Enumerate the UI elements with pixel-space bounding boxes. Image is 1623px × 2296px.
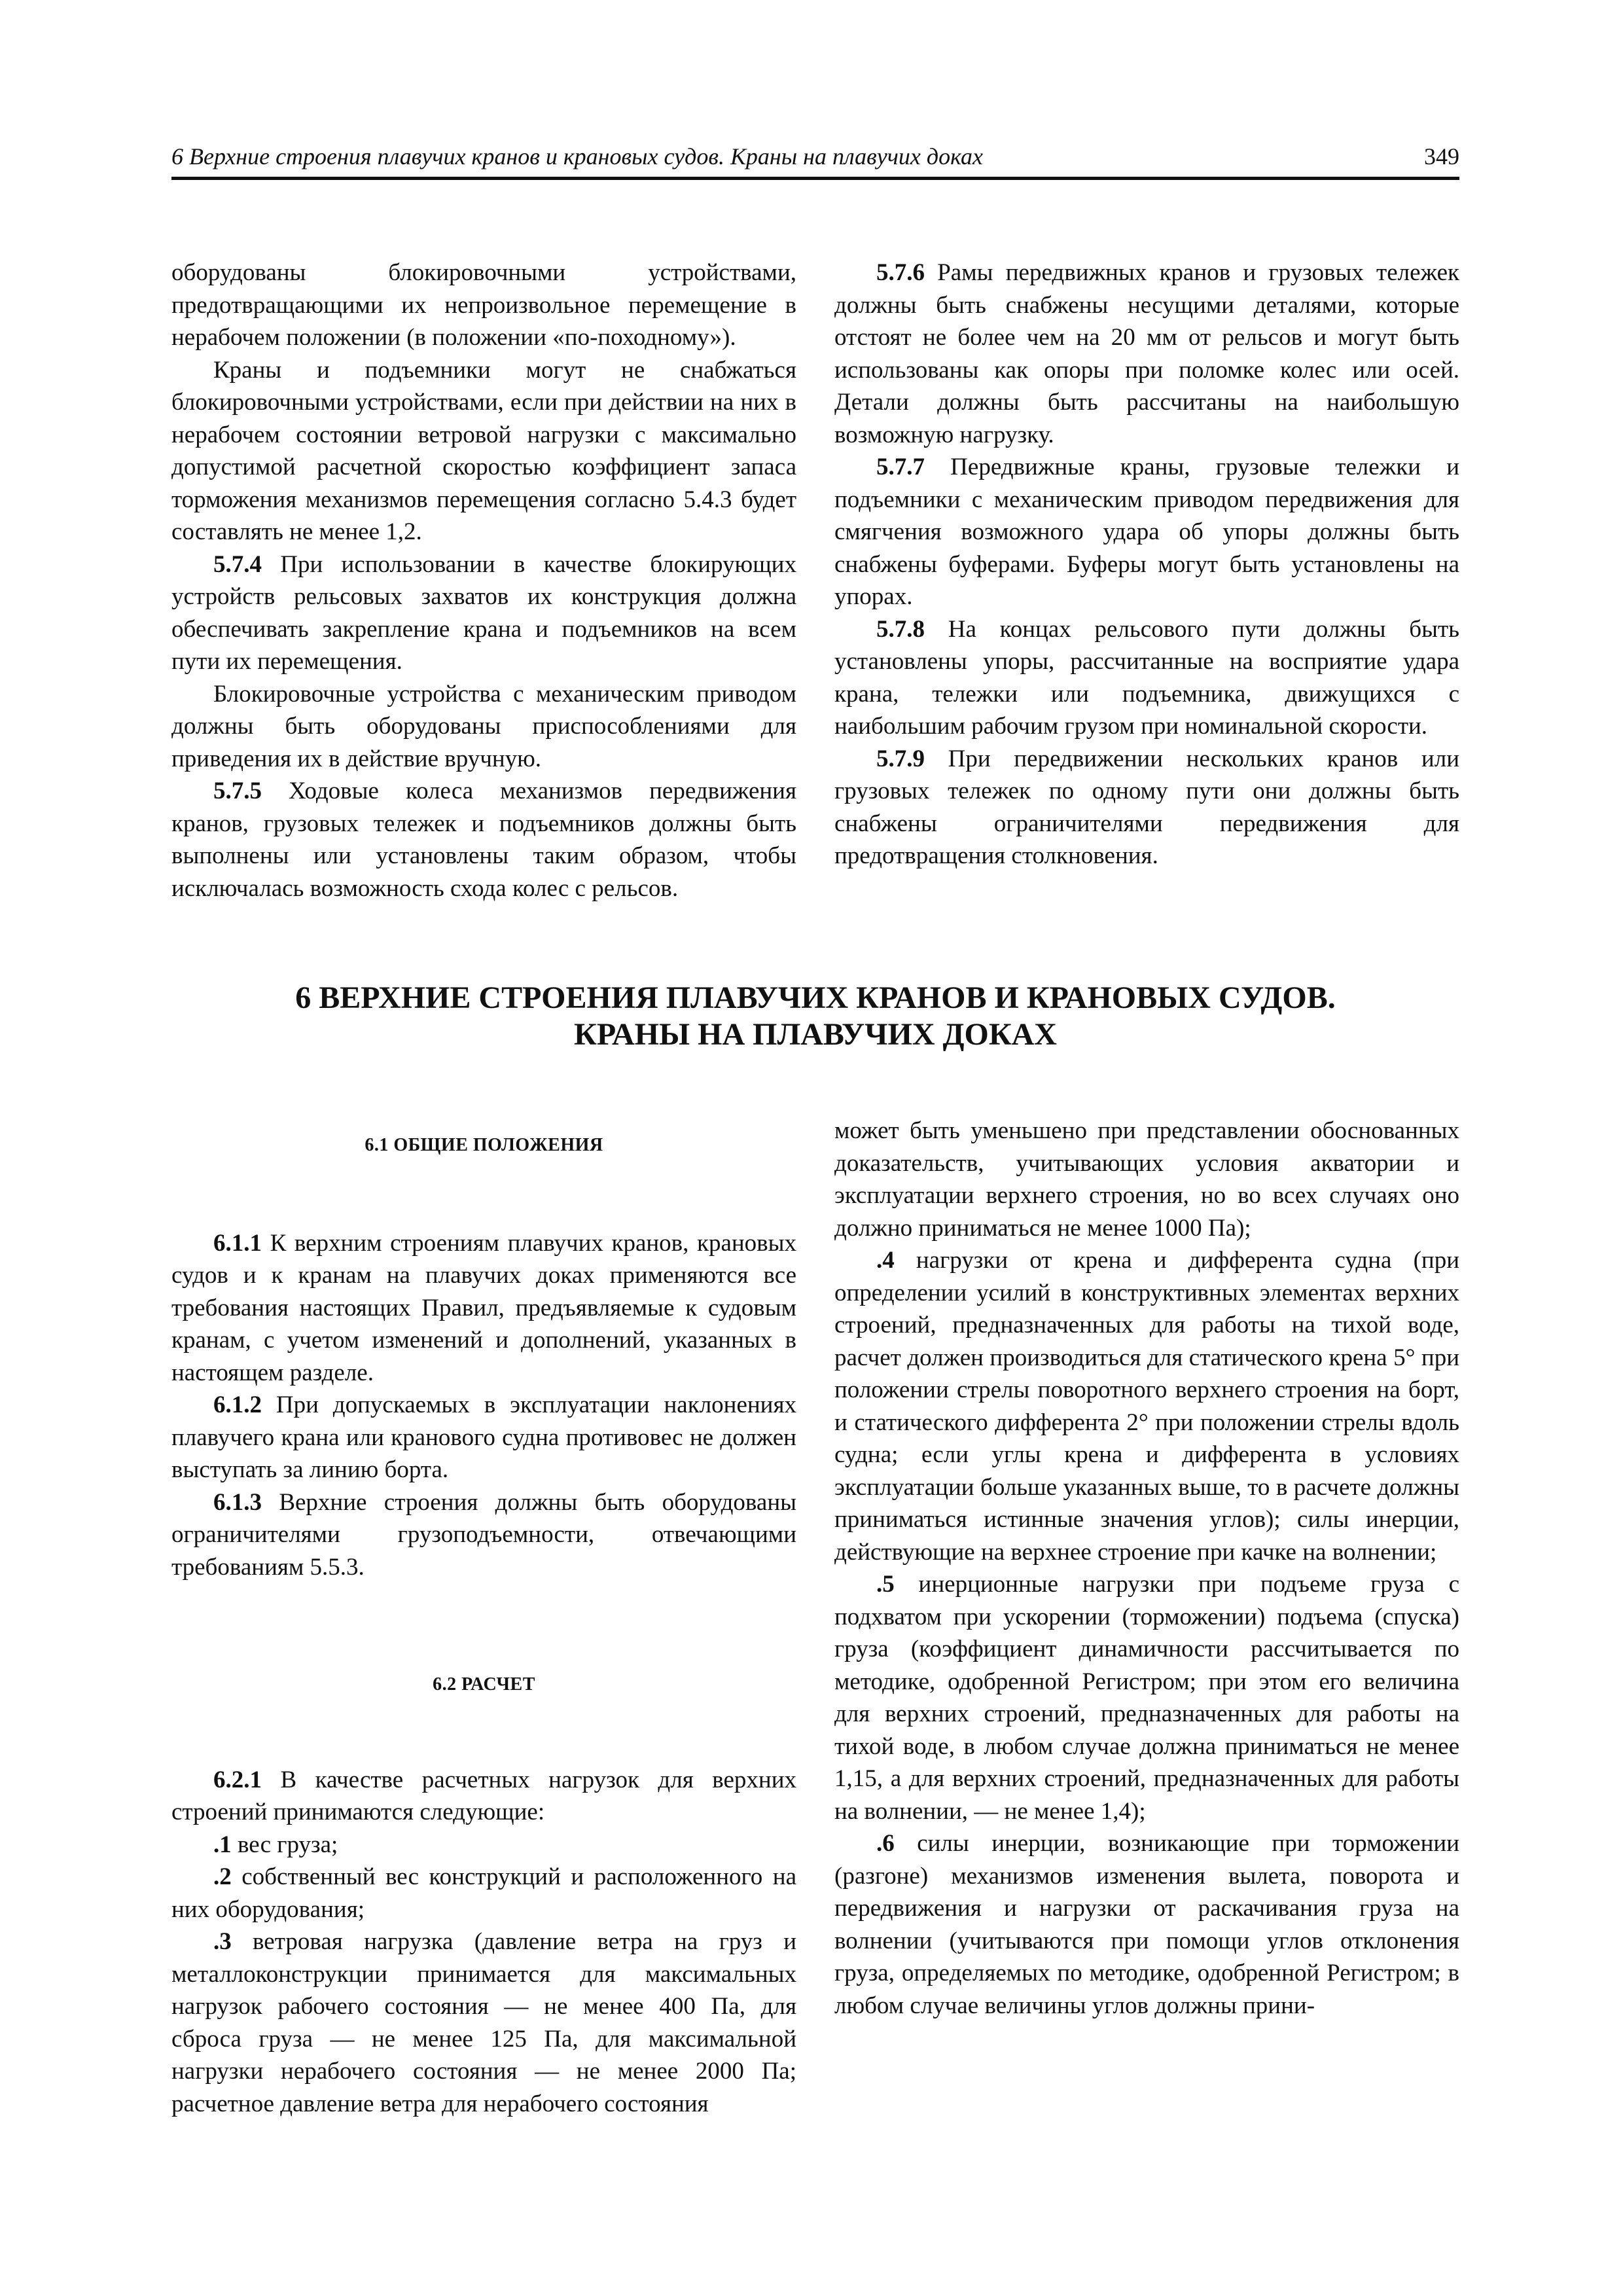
clause-5-7-4: 5.7.4 При использовании в качестве блокирующих устройств рельсовых захватов их конструкция должна обеспечивать закрепление крана и подъемников на всем пути их перемещения. bbox=[171, 550, 796, 675]
list-item-6: .6 силы инерции, возникающие при торможении (разгоне) механизмов изменения вылета, поворота и передвижения и нагрузки от раскачивания груза на волнении (учитываются при помощи углов отклонения груза, определяемых по методике, одобренной Регистром; в любом случае величины углов должны прини- bbox=[834, 1830, 1459, 2019]
clause-number: 6.2.1 bbox=[213, 1766, 262, 1793]
paragraph: Краны и подъемники могут не снабжаться блокировочными устройствами, если при действии на них в нерабочем состоянии ветровой нагрузки с максимально допустимой расчетной скоростью коэффициент запаса торможения механизмов перемещения согласно 5.4.3 будет составлять не менее 1,2. bbox=[171, 356, 796, 545]
running-title: 6 Верхние строения плавучих кранов и крановых судов. Краны на плавучих доках bbox=[171, 143, 983, 170]
clause-number: 5.7.5 bbox=[213, 778, 262, 804]
paragraph-continuation: оборудованы блокировочными устройствами, предотвращающими их непроизвольное перемещение в нерабочем положении (в положении «по-походному»). bbox=[171, 259, 796, 351]
clause-5-7-7: 5.7.7 Передвижные краны, грузовые тележки и подъемники с механическим приводом передвижения для смягчения возможного удара об упоры должны быть снабжены буферами. Буферы могут быть установлены на упорах. bbox=[834, 454, 1459, 610]
clause-6-1-3: 6.1.3 Верхние строения должны быть оборудованы ограничителями грузоподъемности, отвечающими требованиям 5.5.3. bbox=[171, 1488, 796, 1581]
clause-number: 6.1.2 bbox=[213, 1391, 262, 1418]
paragraph-continuation: может быть уменьшено при представлении обоснованных доказательств, учитывающих условия акватории и эксплуатации верхнего строения, но во всех случаях оно должно приниматься не менее 1000 Па); bbox=[834, 1117, 1459, 1242]
clause-5-7-9: 5.7.9 При передвижении нескольких кранов или грузовых тележек по одному пути они должны быть снабжены ограничителями передвижения для предотвращения столкновения. bbox=[834, 745, 1459, 869]
list-item-4: .4 нагрузки от крена и дифферента судна (при определении усилий в конструктивных элементах верхних строений, предназначенных для работы на тихой воде, расчет должен производиться для статического крена 5° при положении стрелы поворотного верхнего строения на борт, и статического дифферента 2° при положении стрелы вдоль судна; если углы крена и дифферента в условиях эксплуатации больше указанных выше, то в расчете должны приниматься истинные значения углов); силы инерции, действующие на верхнее строение при качке на волнении; bbox=[834, 1247, 1459, 1566]
paragraph: Блокировочные устройства с механическим приводом должны быть оборудованы приспособлениями для приведения их в действие вручную. bbox=[171, 680, 796, 772]
clause-6-1-2: 6.1.2 При допускаемых в эксплуатации наклонениях плавучего крана или кранового судна противовес не должен выступать за линию борта. bbox=[171, 1391, 796, 1483]
item-number: .3 bbox=[213, 1928, 232, 1955]
clause-number: 5.7.6 bbox=[876, 259, 925, 286]
clause-5-7-6: 5.7.6 Рамы передвижных кранов и грузовых тележек должны быть снабжены несущими деталями, которые отстоят не более чем на 20 мм от рельсов и могут быть использованы как опоры при поломке колес или осей. Детали должны быть рассчитаны на наибольшую возможную нагрузку. bbox=[834, 259, 1459, 448]
clause-6-1-1: 6.1.1 К верхним строениям плавучих кранов, крановых судов и к кранам на плавучих доках применяются все требования настоящих Правил, предъявляемые к судовым кранам, с учетом изменений и дополнений, указанных в настоящем разделе. bbox=[171, 1229, 796, 1386]
item-number: .5 bbox=[876, 1571, 895, 1598]
chapter-heading-line2: КРАНЫ НА ПЛАВУЧИХ ДОКАХ bbox=[574, 1017, 1057, 1052]
running-header bbox=[171, 143, 1459, 170]
item-number: .4 bbox=[876, 1247, 895, 1274]
clause-number: 6.1.3 bbox=[213, 1488, 262, 1516]
clause-6-2-1: 6.2.1 В качестве расчетных нагрузок для верхних строений принимаются следующие: bbox=[171, 1766, 796, 1825]
chapter-heading-line1: 6 ВЕРХНИЕ СТРОЕНИЯ ПЛАВУЧИХ КРАНОВ И КРАНОВЫХ СУДОВ. bbox=[295, 980, 1336, 1015]
clause-number: 5.7.9 bbox=[876, 745, 925, 772]
item-number: .6 bbox=[876, 1830, 895, 1857]
bottom-right-column bbox=[834, 1115, 1459, 2022]
clause-number: 5.7.8 bbox=[876, 615, 925, 643]
item-number: .2 bbox=[213, 1863, 232, 1890]
item-number: .1 bbox=[213, 1831, 232, 1858]
clause-number: 5.7.4 bbox=[213, 550, 262, 578]
top-left-column bbox=[171, 257, 796, 905]
list-item-5: .5 инерционные нагрузки при подъеме груза с подхватом при ускорении (торможении) подъема (спуска) груза (коэффициент динамичности рассчитывается по методике, одобренной Регистром; при этом его величина для верхних строений, предназначенных для работы на тихой воде, в любом случае должна приниматься не менее 1,15, а для верхних строений, предназначенных для работы на волнении, — не менее 1,4); bbox=[834, 1571, 1459, 1825]
top-right-column bbox=[834, 257, 1459, 872]
list-item-2: .2 собственный вес конструкций и расположенного на них оборудования; bbox=[171, 1863, 796, 1923]
clause-5-7-5: 5.7.5 Ходовые колеса механизмов передвижения кранов, грузовых тележек и подъемников должны быть выполнены или установлены таким образом, чтобы исключалась возможность схода колес с рельсов. bbox=[171, 778, 796, 902]
header-rule bbox=[171, 177, 1459, 180]
bottom-left-column bbox=[171, 1115, 796, 2120]
section-6-2-heading: 6.2 РАСЧЕТ bbox=[433, 1674, 535, 1695]
clause-number: 5.7.7 bbox=[876, 454, 925, 480]
page-number: 349 bbox=[1424, 143, 1459, 170]
list-item-1: .1 вес груза; bbox=[213, 1831, 338, 1858]
clause-5-7-8: 5.7.8 На концах рельсового пути должны быть установлены упоры, рассчитанные на восприятие удара крана, тележки или подъемника, движущихся с наибольшим рабочим грузом при номинальной скорости. bbox=[834, 615, 1459, 740]
section-6-1-heading: 6.1 ОБЩИЕ ПОЛОЖЕНИЯ bbox=[365, 1135, 603, 1155]
clause-number: 6.1.1 bbox=[213, 1229, 262, 1257]
chapter-heading bbox=[171, 980, 1459, 1053]
list-item-3: .3 ветровая нагрузка (давление ветра на груз и металлоконструкции принимается для максимальных нагрузок рабочего состояния — не менее 400 Па, для сброса груза — не менее 125 Па, для максимальной нагрузки нерабочего состояния — не менее 2000 Па; расчетное давление ветра для нерабочего состояния bbox=[171, 1928, 796, 2117]
